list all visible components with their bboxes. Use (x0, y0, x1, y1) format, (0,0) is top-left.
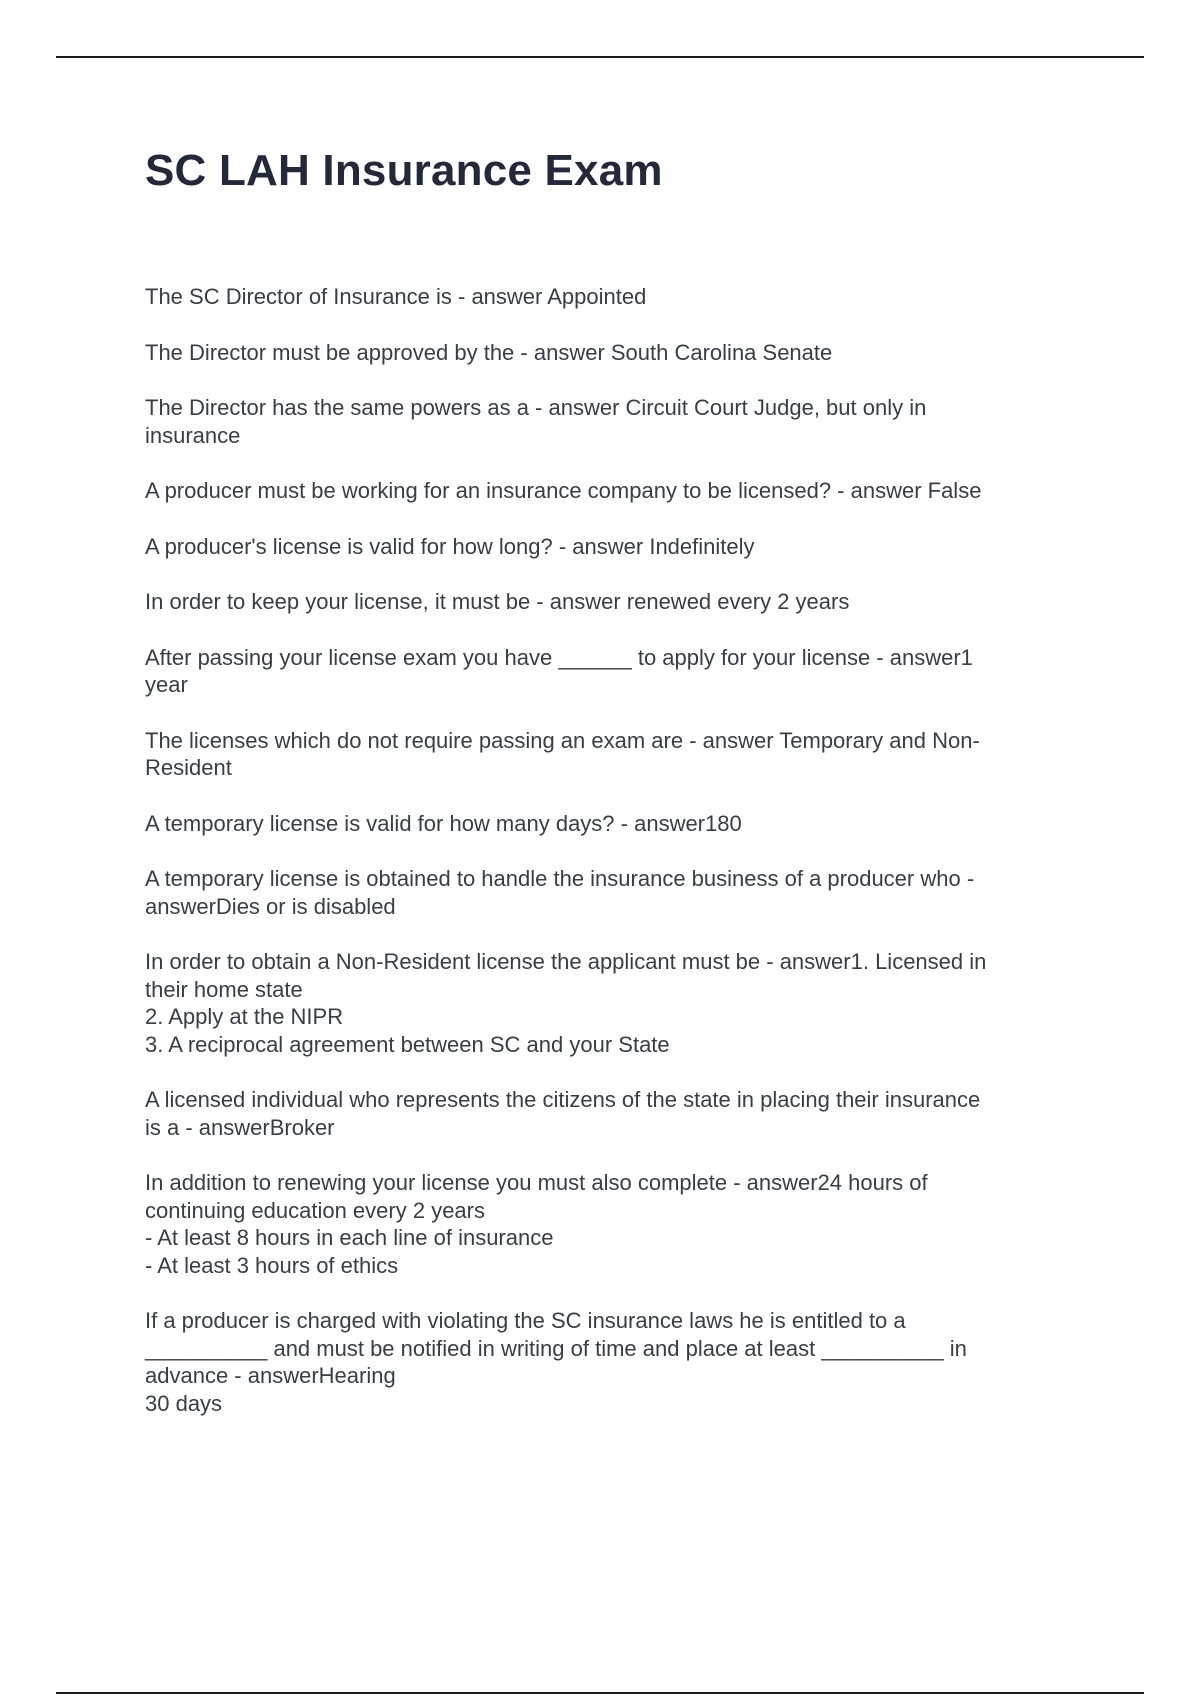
page-title: SC LAH Insurance Exam (145, 146, 663, 195)
qa-item: A producer must be working for an insurance company to be licensed? - answer False (145, 478, 982, 503)
qa-list (145, 283, 1075, 1445)
qa-item: A temporary license is obtained to handle the insurance business of a producer who - answerDies or is disabled (145, 866, 975, 919)
qa-item: The SC Director of Insurance is - answer Appointed (145, 284, 647, 309)
qa-item: In order to obtain a Non-Resident license the applicant must be - answer1. Licensed in their home state 2. Apply at the NIPR 3. A reciprocal agreement between SC and your State (145, 949, 987, 1057)
qa-item: The licenses which do not require passing an exam are - answer Temporary and Non- Resident (145, 727, 980, 780)
qa-item: A producer's license is valid for how long? - answer Indefinitely (145, 533, 755, 559)
qa-item: If a producer is charged with violating the SC insurance laws he is entitled to a __________ and must be notified in writing of time and place at least __________ in advance - answerHearing 30 days (145, 1308, 967, 1416)
qa-item: In order to keep your license, it must be - answer renewed every 2 years (145, 589, 850, 614)
qa-item: A temporary license is valid for how many days? - answer180 (145, 810, 742, 836)
qa-item: The Director must be approved by the - answer South Carolina Senate (145, 339, 833, 365)
bottom-divider (56, 1692, 1144, 1694)
qa-item: A licensed individual who represents the citizens of the state in placing their insurance is a - answerBroker (145, 1087, 981, 1140)
top-divider (56, 56, 1144, 58)
qa-item: After passing your license exam you have ______ to apply for your license - answer1 year (145, 644, 973, 697)
qa-item: In addition to renewing your license you must also complete - answer24 hours of continuing education every 2 years - At least 8 hours in each line of insurance - At least 3 hours of ethics (145, 1170, 928, 1278)
qa-item: The Director has the same powers as a - answer Circuit Court Judge, but only in insurance (145, 395, 927, 448)
